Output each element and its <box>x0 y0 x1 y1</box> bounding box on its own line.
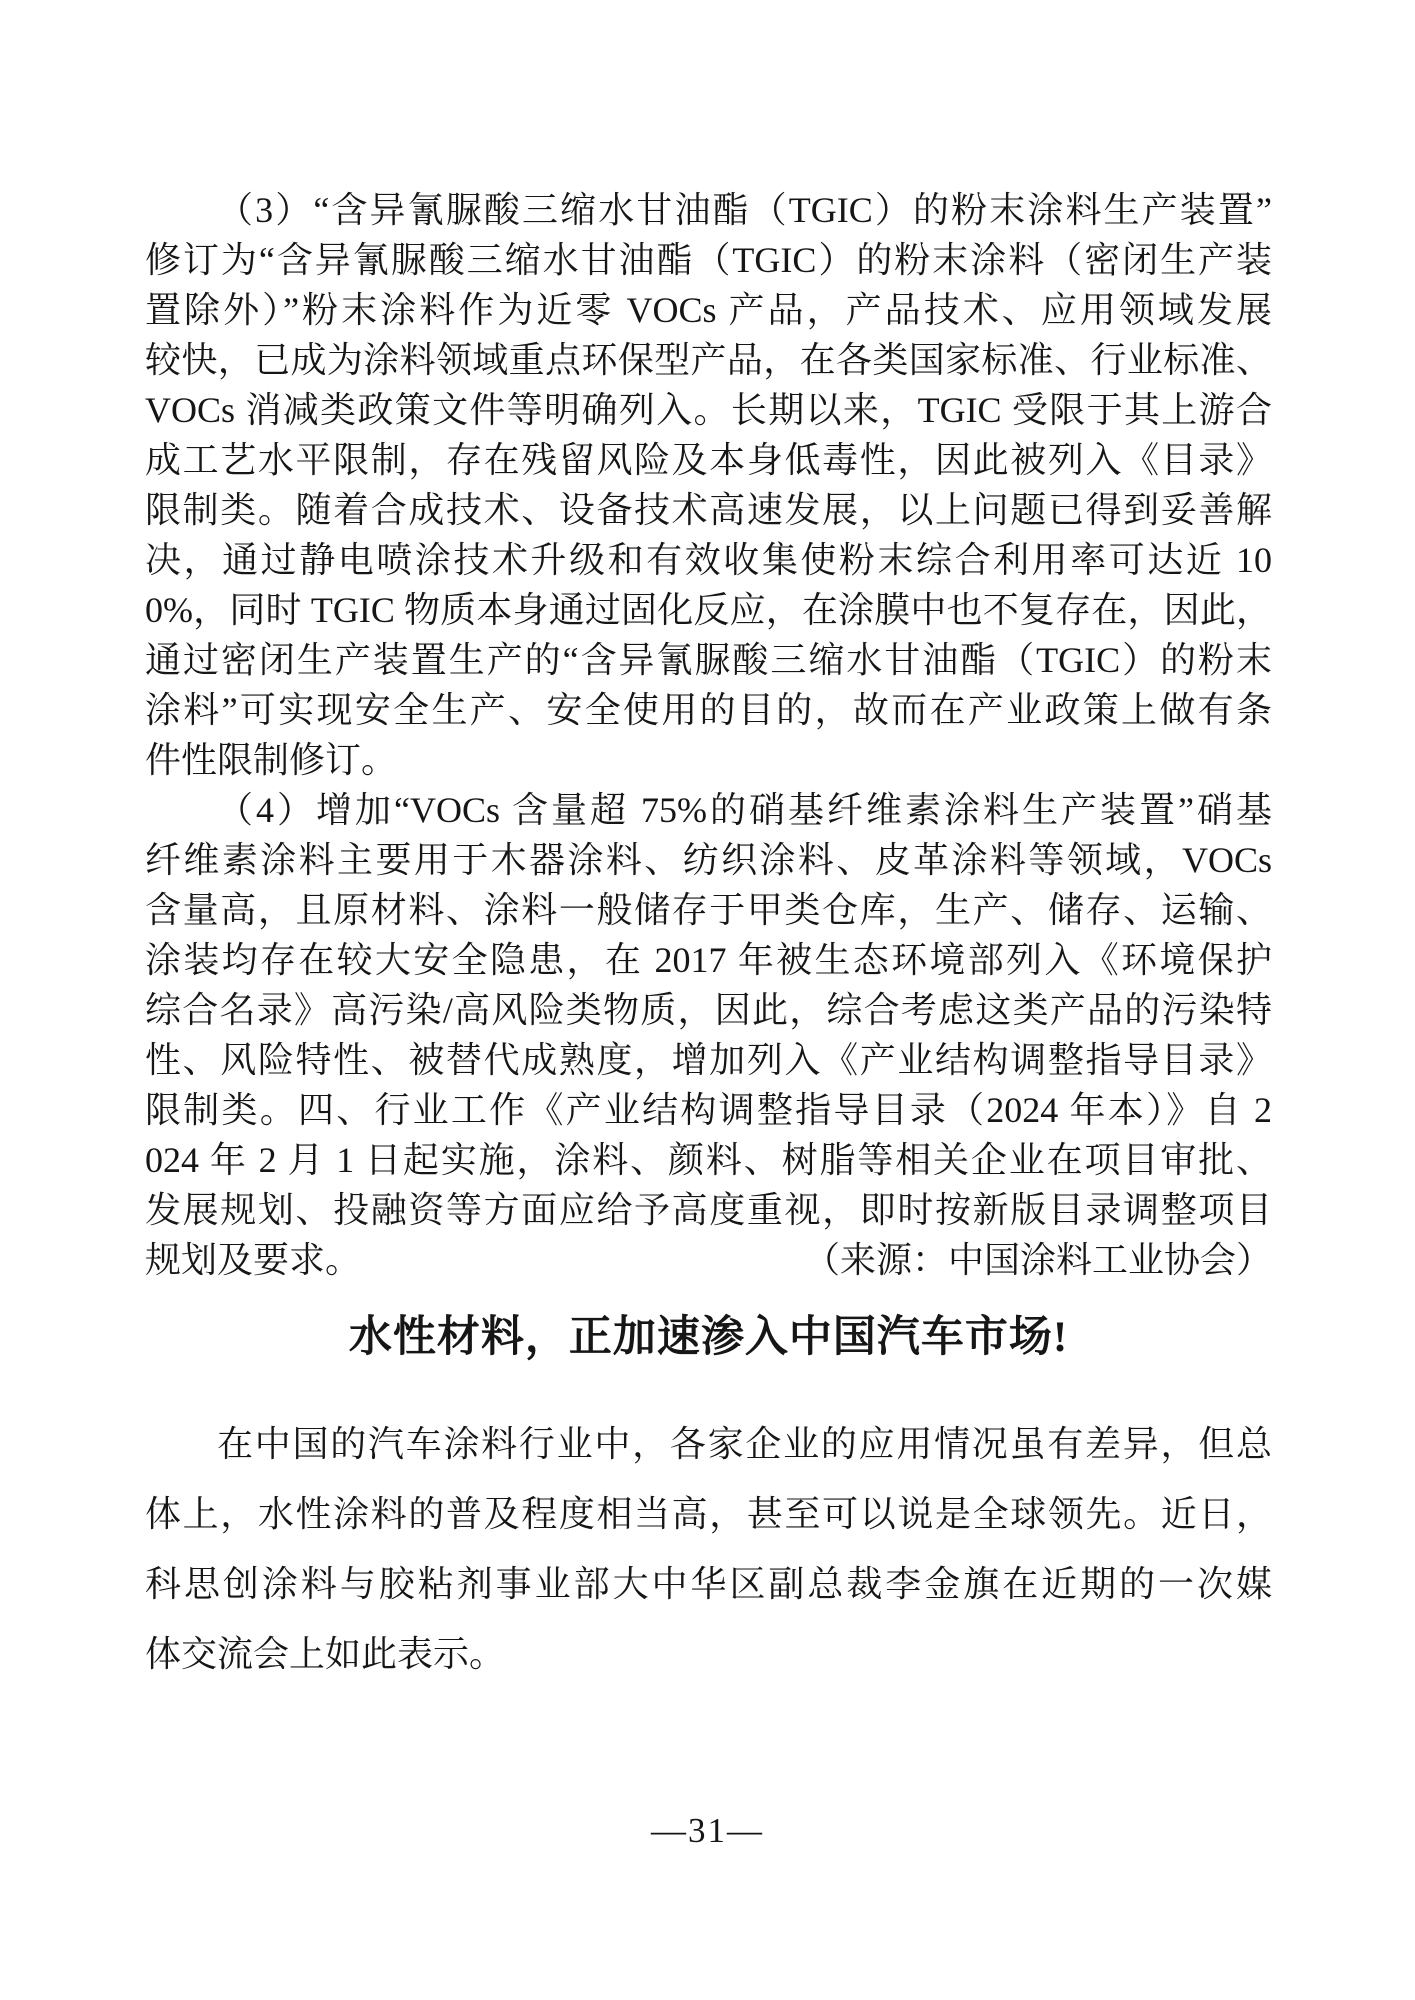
text-line: 性、风险特性、被替代成熟度，增加列入《产业结构调整指导目录》 <box>145 1040 1272 1080</box>
closing-and-source-line <box>145 1235 1272 1285</box>
page-body <box>145 185 1272 1689</box>
text-line: 置除外）”粉末涂料作为近零 VOCs 产品，产品技术、应用领域发展 <box>145 290 1272 330</box>
text-line: 件性限制修订。 <box>145 740 398 780</box>
text-line: 涂料”可实现安全生产、安全使用的目的，故而在产业政策上做有条 <box>145 690 1272 730</box>
source-attribution: （来源：中国涂料工业协会） <box>803 1240 1272 1280</box>
text-line: 含量高，且原材料、涂料一般储存于甲类仓库，生产、储存、运输、 <box>145 890 1272 930</box>
article-title: 水性材料，正加速渗入中国汽车市场! <box>348 1314 1069 1361</box>
text-line: 024 年 2 月 1 日起实施，涂料、颜料、树脂等相关企业在项目审批、 <box>145 1140 1272 1180</box>
text-line: 成工艺水平限制，存在残留风险及本身低毒性，因此被列入《目录》 <box>145 440 1272 480</box>
text-line: （4）增加“VOCs 含量超 75%的硝基纤维素涂料生产装置”硝基 <box>217 790 1272 830</box>
text-line: 科思创涂料与胶粘剂事业部大中华区副总裁李金旗在近期的一次媒 <box>145 1564 1272 1604</box>
text-line: 综合名录》高污染/高风险类物质，因此，综合考虑这类产品的污染特 <box>145 990 1272 1030</box>
text-line: （3）“含异氰脲酸三缩水甘油酯（TGIC）的粉末涂料生产装置” <box>217 190 1272 230</box>
text-line: 限制类。四、行业工作《产业结构调整指导目录（2024 年本）》自 2 <box>145 1090 1272 1130</box>
text-line: 0%，同时 TGIC 物质本身通过固化反应，在涂膜中也不复存在，因此， <box>145 590 1272 630</box>
text-line: 体交流会上如此表示。 <box>145 1634 506 1674</box>
text-line: 纤维素涂料主要用于木器涂料、纺织涂料、皮革涂料等领域，VOCs <box>145 840 1272 880</box>
text-line: 限制类。随着合成技术、设备技术高速发展，以上问题已得到妥善解 <box>145 490 1272 530</box>
text-line: 修订为“含异氰脲酸三缩水甘油酯（TGIC）的粉末涂料（密闭生产装 <box>145 240 1272 280</box>
text-line: 涂装均存在较大安全隐患，在 2017 年被生态环境部列入《环境保护 <box>145 940 1272 980</box>
text-line: 发展规划、投融资等方面应给予高度重视，即时按新版目录调整项目 <box>145 1190 1272 1230</box>
text-line: 较快，已成为涂料领域重点环保型产品，在各类国家标准、行业标准、 <box>145 340 1272 380</box>
paragraph-item-3 <box>145 185 1272 785</box>
text-line: 决，通过静电喷涂技术升级和有效收集使粉末综合利用率可达近 10 <box>145 540 1272 580</box>
text-line: VOCs 消减类政策文件等明确列入。长期以来，TGIC 受限于其上游合 <box>145 390 1272 430</box>
paragraph-item-4 <box>145 785 1272 1285</box>
article-paragraph <box>145 1409 1272 1689</box>
text-line: 在中国的汽车涂料行业中，各家企业的应用情况虽有差异，但总 <box>217 1424 1272 1464</box>
text-line: 通过密闭生产装置生产的“含异氰脲酸三缩水甘油酯（TGIC）的粉末 <box>145 640 1272 680</box>
text-line: 体上，水性涂料的普及程度相当高，甚至可以说是全球领先。近日， <box>145 1494 1272 1534</box>
closing-text: 规划及要求。 <box>145 1240 362 1280</box>
page-number: —31— <box>651 1811 764 1850</box>
